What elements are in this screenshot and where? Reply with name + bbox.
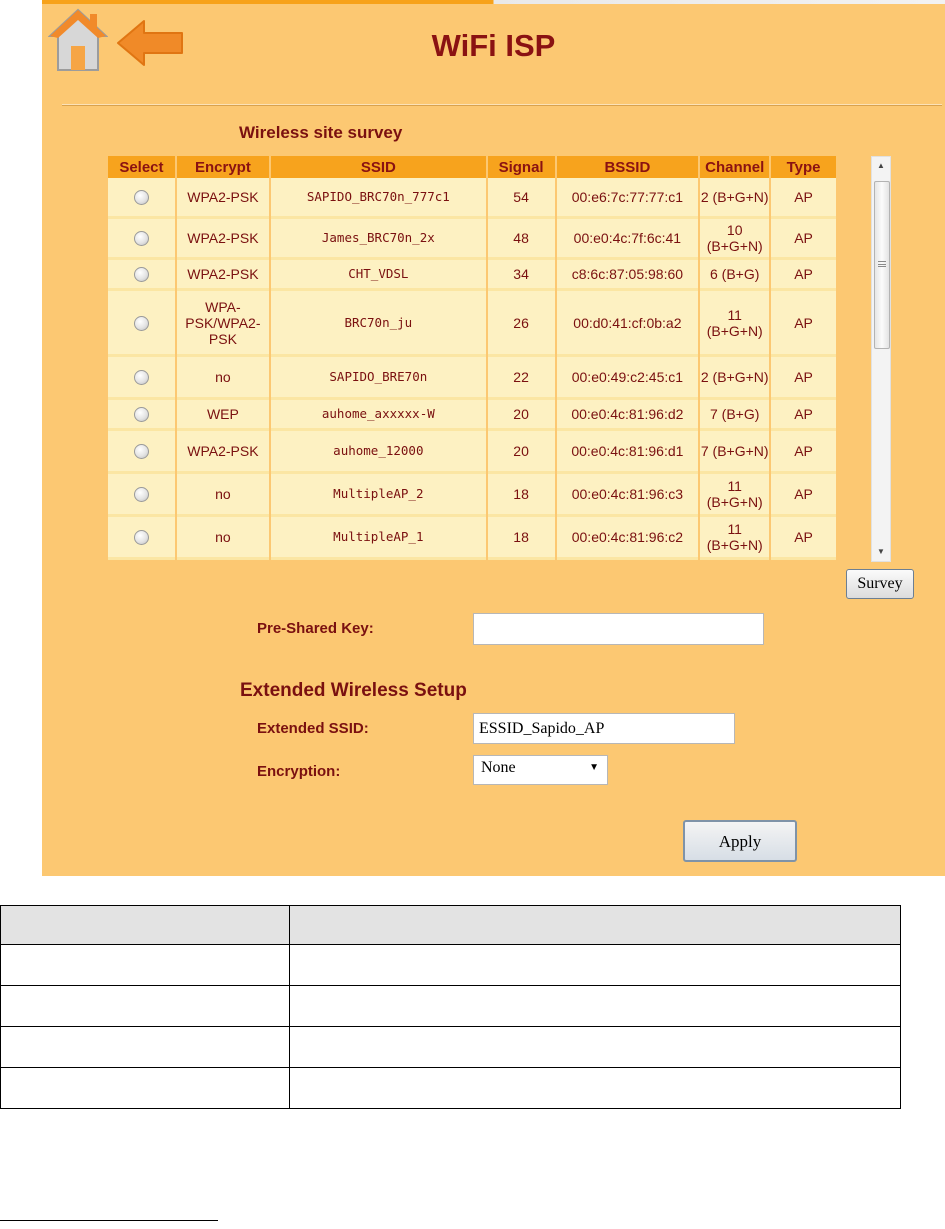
column-header-select: Select — [108, 156, 175, 178]
ssid-cell: CHT_VDSL — [271, 260, 486, 291]
type-cell: AP — [771, 178, 836, 219]
signal-cell: 20 — [488, 431, 555, 474]
select-radio[interactable] — [134, 444, 149, 459]
pre-shared-key-label: Pre-Shared Key: — [257, 620, 374, 637]
channel-cell: 11 (B+G+N) — [700, 291, 769, 357]
chevron-down-icon: ▼ — [589, 762, 599, 773]
encrypt-cell: no — [177, 517, 269, 560]
table-scrollbar[interactable] — [871, 156, 891, 562]
select-cell — [108, 517, 175, 560]
bssid-cell: 00:e0:4c:81:96:c3 — [557, 474, 699, 517]
extended-ssid-input[interactable] — [473, 713, 735, 744]
select-radio[interactable] — [134, 231, 149, 246]
signal-cell: 18 — [488, 517, 555, 560]
table-row[interactable] — [108, 400, 836, 431]
scrollbar-grip-icon — [878, 261, 886, 267]
extended-ssid-label: Extended SSID: — [257, 720, 369, 737]
encrypt-cell: WPA-PSK/WPA2-PSK — [177, 291, 269, 357]
type-cell: AP — [771, 517, 836, 560]
table-row[interactable] — [108, 260, 836, 291]
scroll-down-arrow-icon[interactable]: ▼ — [877, 547, 885, 556]
table-row — [1, 945, 901, 986]
select-radio[interactable] — [134, 370, 149, 385]
channel-cell: 11 (B+G+N) — [700, 517, 769, 560]
select-cell — [108, 219, 175, 260]
wifi-isp-panel — [42, 0, 945, 876]
divider — [62, 104, 942, 106]
select-cell — [108, 291, 175, 357]
pre-shared-key-input[interactable] — [473, 613, 764, 645]
encrypt-cell: WPA2-PSK — [177, 178, 269, 219]
parameter-table — [0, 905, 901, 1109]
table-cell — [290, 1027, 901, 1068]
encrypt-cell: WEP — [177, 400, 269, 431]
bssid-cell: 00:e0:4c:81:96:d2 — [557, 400, 699, 431]
ssid-cell: MultipleAP_2 — [271, 474, 486, 517]
extended-setup-heading: Extended Wireless Setup — [240, 680, 467, 701]
signal-cell: 54 — [488, 178, 555, 219]
encryption-label: Encryption: — [257, 763, 341, 780]
ssid-cell: auhome_12000 — [271, 431, 486, 474]
type-cell: AP — [771, 260, 836, 291]
table-row — [1, 1068, 901, 1109]
select-radio[interactable] — [134, 316, 149, 331]
signal-cell: 26 — [488, 291, 555, 357]
select-cell — [108, 357, 175, 400]
type-cell: AP — [771, 219, 836, 260]
channel-cell: 10 (B+G+N) — [700, 219, 769, 260]
ssid-cell: SAPIDO_BRC70n_777c1 — [271, 178, 486, 219]
table-cell — [1, 986, 290, 1027]
table-row[interactable] — [108, 474, 836, 517]
select-cell — [108, 431, 175, 474]
encryption-select[interactable] — [473, 755, 608, 785]
column-header-signal: Signal — [488, 156, 555, 178]
header-cell — [290, 906, 901, 945]
channel-cell: 7 (B+G+N) — [700, 431, 769, 474]
table-row[interactable] — [108, 219, 836, 260]
survey-button[interactable]: Survey — [846, 569, 914, 599]
column-header-ssid: SSID — [271, 156, 486, 178]
table-header-row — [1, 906, 901, 945]
encrypt-cell: no — [177, 474, 269, 517]
select-cell — [108, 400, 175, 431]
signal-cell: 48 — [488, 219, 555, 260]
bssid-cell: 00:e0:4c:81:96:c2 — [557, 517, 699, 560]
table-row[interactable] — [108, 178, 836, 219]
select-radio[interactable] — [134, 190, 149, 205]
table-cell — [290, 1068, 901, 1109]
column-header-type: Type — [771, 156, 836, 178]
ssid-cell: BRC70n_ju — [271, 291, 486, 357]
select-radio[interactable] — [134, 267, 149, 282]
table-cell — [1, 945, 290, 986]
select-radio[interactable] — [134, 407, 149, 422]
apply-button[interactable]: Apply — [683, 820, 797, 862]
top-bar — [42, 0, 945, 4]
bssid-cell: c8:6c:87:05:98:60 — [557, 260, 699, 291]
select-cell — [108, 260, 175, 291]
channel-cell: 7 (B+G) — [700, 400, 769, 431]
bssid-cell: 00:e0:49:c2:45:c1 — [557, 357, 699, 400]
table-cell — [1, 1027, 290, 1068]
signal-cell: 22 — [488, 357, 555, 400]
table-row[interactable] — [108, 357, 836, 400]
table-row[interactable] — [108, 517, 836, 560]
select-radio[interactable] — [134, 530, 149, 545]
encrypt-cell: WPA2-PSK — [177, 219, 269, 260]
column-header-bssid: BSSID — [557, 156, 699, 178]
ssid-cell: MultipleAP_1 — [271, 517, 486, 560]
ssid-cell: SAPIDO_BRE70n — [271, 357, 486, 400]
type-cell: AP — [771, 431, 836, 474]
column-header-channel: Channel — [700, 156, 769, 178]
column-header-encrypt: Encrypt — [177, 156, 269, 178]
table-row — [1, 986, 901, 1027]
signal-cell: 34 — [488, 260, 555, 291]
footnote-divider — [0, 1220, 218, 1221]
type-cell: AP — [771, 291, 836, 357]
survey-heading: Wireless site survey — [239, 123, 403, 142]
encrypt-cell: WPA2-PSK — [177, 431, 269, 474]
signal-cell: 18 — [488, 474, 555, 517]
ssid-cell: James_BRC70n_2x — [271, 219, 486, 260]
signal-cell: 20 — [488, 400, 555, 431]
channel-cell: 6 (B+G) — [700, 260, 769, 291]
table-cell — [290, 945, 901, 986]
header-cell — [1, 906, 290, 945]
scrollbar-thumb[interactable] — [874, 181, 890, 349]
table-row — [1, 1027, 901, 1068]
table-header-row — [108, 156, 836, 178]
scroll-up-arrow-icon[interactable]: ▲ — [877, 161, 885, 170]
table-row[interactable] — [108, 431, 836, 474]
table-row[interactable] — [108, 291, 836, 357]
encrypt-cell: WPA2-PSK — [177, 260, 269, 291]
select-cell — [108, 474, 175, 517]
encrypt-cell: no — [177, 357, 269, 400]
type-cell: AP — [771, 357, 836, 400]
channel-cell: 11 (B+G+N) — [700, 474, 769, 517]
type-cell: AP — [771, 474, 836, 517]
bssid-cell: 00:e0:4c:7f:6c:41 — [557, 219, 699, 260]
channel-cell: 2 (B+G+N) — [700, 357, 769, 400]
bssid-cell: 00:d0:41:cf:0b:a2 — [557, 291, 699, 357]
table-cell — [290, 986, 901, 1027]
site-survey-table — [108, 156, 836, 563]
bssid-cell: 00:e0:4c:81:96:d1 — [557, 431, 699, 474]
type-cell: AP — [771, 400, 836, 431]
ssid-cell: auhome_axxxxx-W — [271, 400, 486, 431]
channel-cell: 2 (B+G+N) — [700, 178, 769, 219]
table-cell — [1, 1068, 290, 1109]
encryption-selected-value: None — [481, 759, 516, 776]
page-title: WiFi ISP — [431, 28, 556, 63]
select-radio[interactable] — [134, 487, 149, 502]
select-cell — [108, 178, 175, 219]
bssid-cell: 00:e6:7c:77:77:c1 — [557, 178, 699, 219]
